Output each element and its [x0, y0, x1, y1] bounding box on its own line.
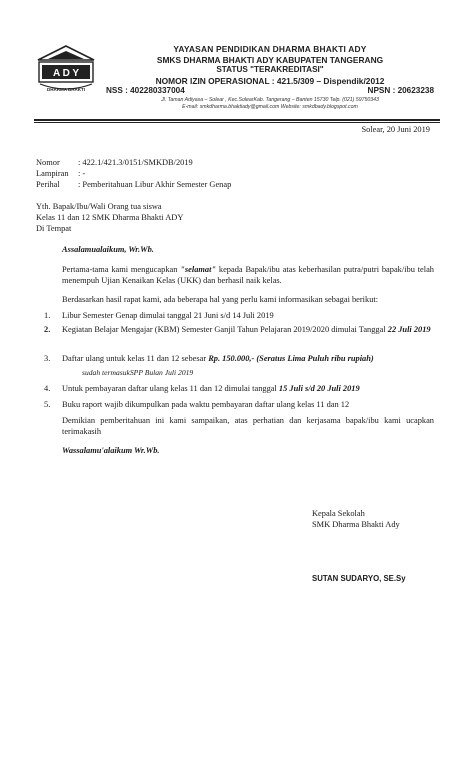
- item-number-3: 3.: [44, 354, 51, 363]
- perihal-value: : Pemberitahuan Libur Akhir Semester Genap: [78, 180, 232, 189]
- item-3-amount: Rp. 150.000,- (Seratus Lima Puluh ribu rupiah): [208, 354, 374, 363]
- letterhead: [100, 44, 440, 112]
- item-number-4: 4.: [44, 384, 51, 393]
- item-2-text: Kegiatan Belajar Mengajar (KBM) Semester Ganjil Tahun Pelajaran 2019/2020 dimulai Tanggal: [62, 325, 388, 334]
- item-4-dates: 15 Juli s/d 20 Juli 2019: [278, 384, 360, 393]
- lampiran-value: : -: [78, 169, 86, 178]
- foundation-name: YAYASAN PENDIDIKAN DHARMA BHAKTI ADY: [173, 44, 367, 54]
- farewell: Wassalamu'alaikum Wr.Wb.: [62, 446, 160, 455]
- nomor-value: : 422.1/421.3/0151/SMKDB/2019: [78, 158, 193, 167]
- letter-date: Solear, 20 Juni 2019: [361, 125, 430, 134]
- intro-selamat: "selamat": [180, 265, 217, 274]
- npsn-number: NPSN : 20623238: [367, 86, 434, 95]
- item-3-text: Daftar ulang untuk kelas 11 dan 12 sebesar: [62, 354, 209, 363]
- lampiran-label: Lampiran: [36, 169, 69, 178]
- item-2-date: 22 Juli 2019: [387, 325, 431, 334]
- nss-number: NSS : 402280337004: [106, 86, 185, 95]
- item-4-text: Untuk pembayaran daftar ulang kelas 11 dan 12 dimulai tanggal: [62, 384, 279, 393]
- item-number-2: 2.: [44, 325, 51, 334]
- item-number-1: 1.: [44, 311, 51, 320]
- recipient-line-3: Di Tempat: [36, 224, 72, 233]
- signature-title: Kepala Sekolah: [312, 509, 365, 518]
- intro-paragraph: [62, 264, 434, 286]
- recipient-line-1: Yth. Bapak/Ibu/Wali Orang tua siswa: [36, 202, 162, 211]
- greeting: Assalamualaikum, Wr.Wb.: [62, 245, 154, 254]
- item-5: Buku raport wajib dikumpulkan pada waktu pembayaran daftar ulang kelas 11 dan 12: [62, 400, 350, 409]
- item-4: [62, 383, 434, 394]
- operational-permit: NOMOR IZIN OPERASIONAL : 421.5/309 – Dispendik/2012: [155, 75, 385, 86]
- accreditation-status: STATUS "TERAKREDITASI": [216, 65, 324, 74]
- item-1: Libur Semester Genap dimulai tanggal 21 Juni s/d 14 Juli 2019: [62, 311, 274, 320]
- letterhead-rule: [34, 119, 440, 121]
- signature-org: SMK Dharma Bhakti Ady: [312, 520, 400, 529]
- logo-text: A D Y: [52, 68, 80, 79]
- school-contact: E-mail: smkdharma.bhaktiady@gmail.com Website: smkdbady.blogspot.com: [182, 104, 358, 110]
- signature-name: SUTAN SUDARYO, SE.Sy: [312, 574, 406, 583]
- intro-text: Pertama-tama kami mengucapkan: [62, 265, 181, 274]
- logo-caption: DHARMA BHAKTI: [46, 87, 86, 92]
- intro-text-continued: kepada Bapak/ibu atas keberhasilan putra/putri bapak/ibu telah menempuh Ujian Kenaikan Kelas (UKK) dan berhasil naik kelas.: [62, 265, 434, 285]
- closing-paragraph: Demikian pemberitahuan ini kami sampaikan, atas perhatian dan kerjasama bapak/ibu kami ucapkan terimakasih: [62, 416, 434, 436]
- item-2: [62, 324, 434, 335]
- lead-paragraph: Berdasarkan hasil rapat kami, ada beberapa hal yang perlu kami informasikan sebagai berikut:: [62, 295, 379, 304]
- letterhead-rule-thin: [34, 122, 440, 123]
- school-logo: [34, 44, 98, 94]
- item-number-5: 5.: [44, 400, 51, 409]
- perihal-label: Perihal: [36, 180, 60, 189]
- school-name: SMKS DHARMA BHAKTI ADY KABUPATEN TANGERANG: [156, 54, 384, 65]
- item-3-note: sudah termasukSPP Bulan Juli 2019: [82, 368, 194, 377]
- id-numbers: [100, 86, 440, 97]
- school-address: Jl. Taman Adiyasa – Solear , Kec.SolearKab. Tangerang – Banten 15730 Telp. (021) 59750343: [161, 96, 379, 103]
- nomor-label: Nomor: [36, 158, 60, 167]
- recipient-line-2: Kelas 11 dan 12 SMK Dharma Bhakti ADY: [36, 213, 184, 222]
- item-3: [62, 353, 434, 364]
